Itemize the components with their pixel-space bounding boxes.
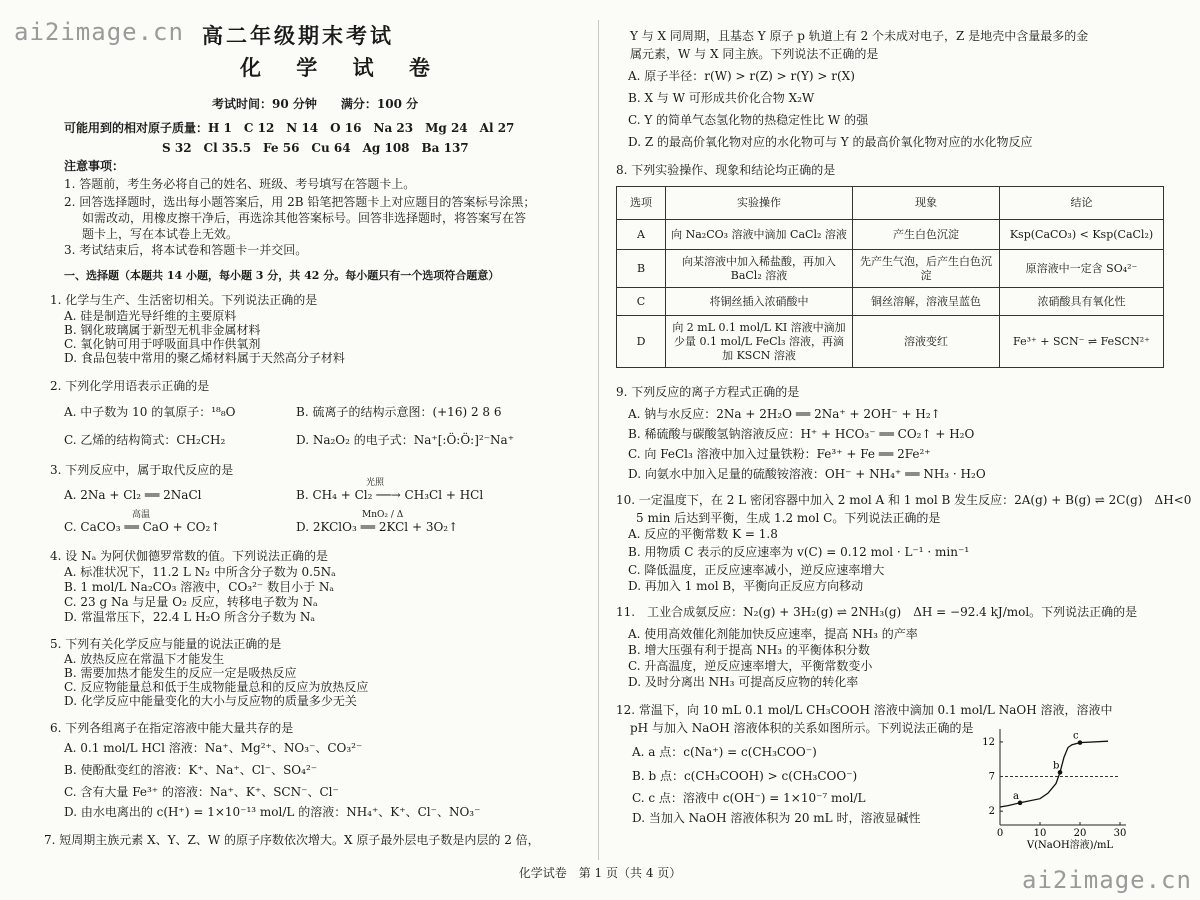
note-item: 题卡上，写在本试卷上无效。 (82, 227, 239, 241)
table-cell: Fe³⁺ + SCN⁻ ⇌ FeSCN²⁺ (1000, 316, 1164, 368)
q5-option-d: D. 化学反应中能量变化的大小与反应物的质量多少无关 (64, 694, 357, 708)
q5-stem: 5. 下列有关化学反应与能量的说法正确的是 (50, 637, 282, 651)
q2-option-a: A. 中子数为 10 的氧原子：¹⁸₈O (64, 405, 236, 419)
q9-option-b: B. 稀硫酸与碳酸氢钠溶液反应：H⁺ + HCO₃⁻ ══ CO₂↑ + H₂O (628, 427, 975, 441)
table-header: 实验操作 (666, 187, 853, 220)
x-tick-label: 10 (1033, 828, 1047, 839)
q9-option-c: C. 向 FeCl₃ 溶液中加入过量铁粉：Fe³⁺ + Fe ══ 2Fe²⁺ (628, 447, 931, 461)
q1-option-c: C. 氧化钠可用于呼吸面具中作供氧剂 (64, 337, 261, 351)
note-item: 3. 考试结束后，将本试卷和答题卡一并交回。 (64, 243, 308, 257)
q2-option-d: D. Na₂O₂ 的电子式：Na⁺[:Ö:Ö:]²⁻Na⁺ (296, 433, 515, 447)
q4-option-d: D. 常温常压下，22.4 L H₂O 所含分子数为 Nₐ (64, 610, 316, 624)
note-item: 如需改动，用橡皮擦干净后，再选涂其他答案标号。回答非选择题时，将答案写在答 (82, 211, 527, 225)
q10-option-b: B. 用物质 C 表示的反应速率为 v(C) = 0.12 mol · L⁻¹ · min⁻¹ (628, 545, 970, 559)
q4-option-a: A. 标准状况下，11.2 L N₂ 中所含分子数为 0.5Nₐ (64, 565, 336, 579)
table-cell: 溶液变红 (853, 316, 1000, 368)
q7-option-a: A. 原子半径：r(W) > r(Z) > r(Y) > r(X) (628, 69, 855, 83)
q11-option-d: D. 及时分离出 NH₃ 可提高反应物的转化率 (628, 675, 859, 689)
q4-stem: 4. 设 Nₐ 为阿伏伽德罗常数的值。下列说法正确的是 (50, 549, 329, 563)
q6-option-c: C. 含有大量 Fe³⁺ 的溶液：Na⁺、K⁺、SCN⁻、Cl⁻ (64, 785, 339, 799)
q12-option-c: C. c 点：溶液中 c(OH⁻) = 1×10⁻⁷ mol/L (632, 791, 866, 805)
q3-condition-c: 高温 (132, 510, 151, 520)
watermark-bottom-right: ai2image.cn (1022, 866, 1192, 894)
q9-option-d: D. 向氨水中加入足量的硫酸铵溶液：OH⁻ + NH₄⁺ ══ NH₃ · H₂O (628, 467, 986, 481)
q3-option-c: C. CaCO₃ ══ CaO + CO₂↑ (64, 520, 221, 534)
table-header: 现象 (853, 187, 1000, 220)
q7-stem: 7. 短周期主族元素 X、Y、Z、W 的原子序数依次增大。X 原子最外层电子数是内层的 2 倍， (44, 833, 540, 847)
table-cell: 先产生气泡，后产生白色沉淀 (853, 250, 1000, 288)
table-row (617, 316, 1164, 368)
q10-option-a: A. 反应的平衡常数 K = 1.8 (628, 527, 778, 541)
q7-continuation-1: Y 与 X 同周期，且基态 Y 原子 p 轨道上有 2 个未成对电子，Z 是地壳中含量最多的金 (630, 29, 1089, 43)
q1-option-b: B. 钢化玻璃属于新型无机非金属材料 (64, 323, 261, 337)
table-cell: 向某溶液中加入稀盐酸，再加入 BaCl₂ 溶液 (666, 250, 853, 288)
q4-option-c: C. 23 g Na 与足量 O₂ 反应，转移电子数为 Nₐ (64, 595, 318, 609)
note-item: 2. 回答选择题时，选出每小题答案后，用 2B 铅笔把答题卡上对应题目的答案标号涂黑； (64, 195, 536, 209)
q8-stem: 8. 下列实验操作、现象和结论均正确的是 (616, 163, 836, 177)
table-row (617, 250, 1164, 288)
q10-option-d: D. 再加入 1 mol B，平衡向正反应方向移动 (628, 579, 864, 593)
exam-subtitle: 化 学 试 卷 (240, 55, 444, 80)
q9-option-a: A. 钠与水反应：2Na + 2H₂O ══ 2Na⁺ + 2OH⁻ + H₂↑ (628, 407, 941, 421)
q11-stem: 11. 工业合成氨反应：N₂(g) + 3H₂(g) ⇌ 2NH₃(g) ΔH = −92.4 kJ/mol。下列说法正确的是 (616, 605, 1138, 619)
point-label-b: b (1053, 760, 1060, 772)
q3-option-a: A. 2Na + Cl₂ ══ 2NaCl (64, 488, 202, 502)
q11-option-b: B. 增大压强有利于提高 NH₃ 的平衡体积分数 (628, 643, 870, 657)
table-cell: 产生白色沉淀 (853, 220, 1000, 250)
q2-option-c: C. 乙烯的结构简式：CH₂CH₂ (64, 433, 226, 447)
q7-option-c: C. Y 的简单气态氢化物的热稳定性比 W 的强 (628, 113, 869, 127)
q8-table (616, 186, 1164, 368)
q12-continuation: pH 与加入 NaOH 溶液体积的关系如图所示。下列说法正确的是 (630, 721, 974, 735)
q5-option-a: A. 放热反应在常温下才能发生 (64, 652, 225, 666)
q11-option-a: A. 使用高效催化剂能加快反应速率，提高 NH₃ 的产率 (628, 627, 918, 641)
q2-stem: 2. 下列化学用语表示正确的是 (50, 379, 210, 393)
table-cell: Ksp(CaCO₃) < Ksp(CaCl₂) (1000, 220, 1164, 250)
point-label-c: c (1073, 730, 1079, 742)
table-cell: 原溶液中一定含 SO₄²⁻ (1000, 250, 1164, 288)
q12-option-a: A. a 点：c(Na⁺) = c(CH₃COO⁻) (632, 745, 817, 759)
q4-option-b: B. 1 mol/L Na₂CO₃ 溶液中，CO₃²⁻ 数目小于 Nₐ (64, 580, 335, 594)
q10-option-c: C. 降低温度，正反应速率减小，逆反应速率增大 (628, 563, 885, 577)
table-cell: D (617, 316, 666, 368)
q1-option-d: D. 食品包装中常用的聚乙烯材料属于天然高分子材料 (64, 351, 345, 365)
table-cell: 铜丝溶解，溶液呈蓝色 (853, 288, 1000, 316)
table-cell: B (617, 250, 666, 288)
table-cell: 将铜丝插入浓硝酸中 (666, 288, 853, 316)
q6-option-b: B. 使酚酞变红的溶液：K⁺、Na⁺、Cl⁻、SO₄²⁻ (64, 763, 318, 777)
q9-stem: 9. 下列反应的离子方程式正确的是 (616, 385, 800, 399)
q6-stem: 6. 下列各组离子在指定溶液中能大量共存的是 (50, 721, 294, 735)
q1-option-a: A. 硅是制造光导纤维的主要原料 (64, 309, 237, 323)
q7-option-d: D. Z 的最高价氧化物对应的水化物可与 Y 的最高价氧化物对应的水化物反应 (628, 135, 1033, 149)
q12-stem: 12. 常温下，向 10 mL 0.1 mol/L CH₃COOH 溶液中滴加 0.1 mol/L NaOH 溶液，溶液中 (616, 703, 1113, 717)
q6-option-a: A. 0.1 mol/L HCl 溶液：Na⁺、Mg²⁺、NO₃⁻、CO₃²⁻ (64, 741, 363, 755)
watermark-top-left: ai2image.cn (14, 18, 184, 46)
q7-continuation-2: 属元素，W 与 X 同主族。下列说法不正确的是 (630, 47, 879, 61)
q10-continuation: 5 min 后达到平衡，生成 1.2 mol C。下列说法正确的是 (636, 511, 941, 525)
q11-option-c: C. 升高温度，逆反应速率增大，平衡常数变小 (628, 659, 873, 673)
table-header: 结论 (1000, 187, 1164, 220)
q3-option-b: B. CH₄ + Cl₂ ──→ CH₃Cl + HCl (296, 488, 484, 502)
q3-condition-b: 光照 (366, 478, 385, 488)
table-header: 选项 (617, 187, 666, 220)
q3-condition-d: MnO₂ / Δ (362, 510, 404, 520)
q2-option-b: B. 硫离子的结构示意图：(+16) 2 8 6 (296, 405, 502, 419)
y-tick-label: 2 (988, 806, 995, 818)
exam-title: 高二年级期末考试 (202, 23, 394, 48)
y-tick-label: 12 (982, 736, 995, 748)
table-cell: C (617, 288, 666, 316)
q10-stem: 10. 一定温度下，在 2 L 密闭容器中加入 2 mol A 和 1 mol B 发生反应：2A(g) + B(g) ⇌ 2C(g) ΔH<0 (616, 493, 1192, 507)
x-tick-label: 20 (1073, 828, 1087, 839)
q1-stem: 1. 化学与生产、生活密切相关。下列说法正确的是 (50, 293, 318, 307)
table-row (617, 288, 1164, 316)
y-tick-label: 7 (988, 771, 995, 783)
section-heading: 一、选择题（本题共 14 小题，每小题 3 分，共 42 分。每小题只有一个选项符合题意） (64, 269, 500, 282)
x-axis-label: V(NaOH溶液)/mL (1026, 840, 1114, 850)
ph-titration-chart (975, 725, 1150, 850)
atomic-masses-line1: 可能用到的相对原子质量：H 1 C 12 N 14 O 16 Na 23 Mg 24 Al 27 (64, 121, 515, 135)
table-cell: A (617, 220, 666, 250)
table-cell: 向 2 mL 0.1 mol/L KI 溶液中滴加少量 0.1 mol/L FeCl₃ 溶液，再滴加 KSCN 溶液 (666, 316, 853, 368)
q3-stem: 3. 下列反应中，属于取代反应的是 (50, 463, 234, 477)
q12-option-d: D. 当加入 NaOH 溶液体积为 20 mL 时，溶液显碱性 (632, 811, 921, 825)
q5-option-c: C. 反应物能量总和低于生成物能量总和的反应为放热反应 (64, 680, 369, 694)
notes-heading: 注意事项： (64, 159, 125, 173)
x-tick-label: 30 (1113, 828, 1127, 839)
table-row (617, 220, 1164, 250)
x-tick-label: 0 (996, 828, 1004, 839)
point-label-a: a (1013, 790, 1019, 802)
note-item: 1. 答题前，考生务必将自己的姓名、班级、考号填写在答题卡上。 (64, 177, 416, 191)
table-cell: 向 Na₂CO₃ 溶液中滴加 CaCl₂ 溶液 (666, 220, 853, 250)
q6-option-d: D. 由水电离出的 c(H⁺) = 1×10⁻¹³ mol/L 的溶液：NH₄⁺、K⁺、Cl⁻、NO₃⁻ (64, 805, 481, 819)
q3-option-d: D. 2KClO₃ ══ 2KCl + 3O₂↑ (296, 520, 459, 534)
atomic-masses-line2: S 32 Cl 35.5 Fe 56 Cu 64 Ag 108 Ba 137 (162, 141, 469, 155)
q5-option-b: B. 需要加热才能发生的反应一定是吸热反应 (64, 666, 297, 680)
table-header-row (617, 187, 1164, 220)
exam-time-score: 考试时间：90 分钟 满分：100 分 (212, 97, 419, 111)
column-divider (598, 20, 599, 860)
table-cell: 浓硝酸具有氧化性 (1000, 288, 1164, 316)
q7-option-b: B. X 与 W 可形成共价化合物 X₂W (628, 91, 815, 105)
q12-option-b: B. b 点：c(CH₃COOH) > c(CH₃COO⁻) (632, 769, 858, 783)
page-footer: 化学试卷 第 1 页（共 4 页） (518, 866, 682, 880)
